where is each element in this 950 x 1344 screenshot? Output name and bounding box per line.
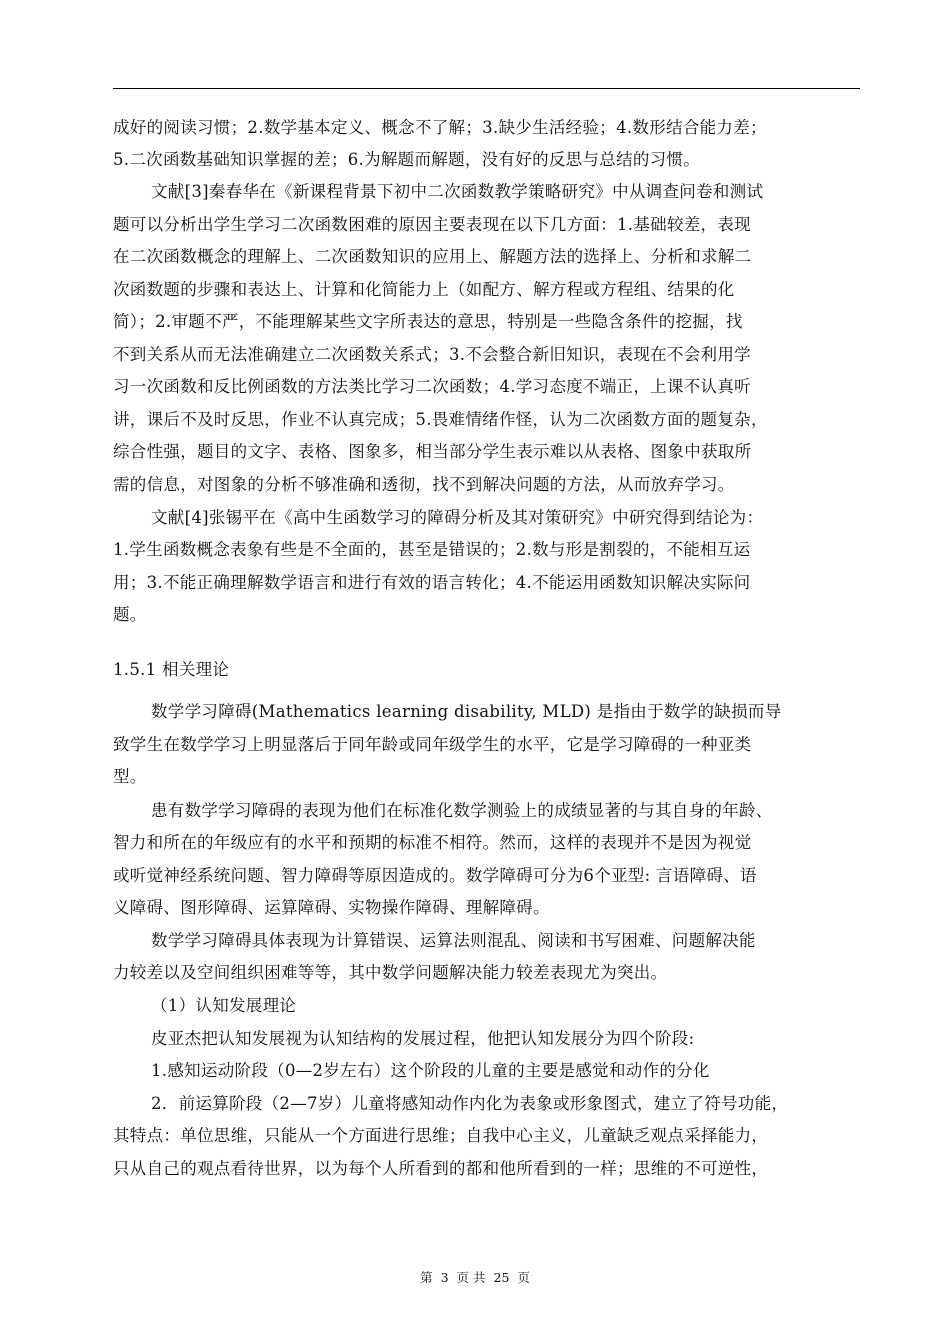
page-footer bbox=[0, 1268, 950, 1286]
footer-mid: 页 共 bbox=[456, 1270, 486, 1285]
footer-total-pages: 25 bbox=[493, 1270, 510, 1285]
text-line: 或听觉神经系统问题、智力障碍等原因造成的。数学障碍可分为6个亚型: 言语障碍、语 bbox=[113, 866, 757, 885]
footer-suffix: 页 bbox=[517, 1270, 530, 1285]
text-line: 文献[4]张锡平在《高中生函数学习的障碍分析及其对策研究》中研究得到结论为： bbox=[151, 508, 764, 527]
text-line: 义障碍、图形障碍、运算障碍、实物操作障碍、理解障碍。 bbox=[113, 898, 550, 917]
text-line: （1）认知发展理论 bbox=[151, 996, 297, 1015]
header-rule bbox=[113, 88, 860, 89]
text-line: 不到关系从而无法准确建立二次函数关系式；3.不会整合新旧知识，表现在不会利用学 bbox=[113, 345, 751, 364]
footer-page-number: 3 bbox=[440, 1270, 449, 1285]
text-line: 文献[3]秦春华在《新课程背景下初中二次函数教学策略研究》中从调查问卷和测试 bbox=[151, 182, 764, 201]
text-line: 习一次函数和反比例函数的方法类比学习二次函数；4.学习态度不端正，上课不认真听 bbox=[113, 377, 751, 396]
text-line: 2．前运算阶段（2—7岁）儿童将感知动作内化为表象或形象图式，建立了符号功能， bbox=[151, 1094, 789, 1113]
text-line: 题可以分析出学生学习二次函数困难的原因主要表现在以下几方面：1.基础较差，表现 bbox=[113, 215, 751, 234]
text-line: 1.5.1 相关理论 bbox=[113, 660, 230, 679]
text-line: 致学生在数学学习上明显落后于同年龄或同年级学生的水平，它是学习障碍的一种亚类 bbox=[113, 735, 752, 754]
text-line: 1.感知运动阶段（0—2岁左右）这个阶段的儿童的主要是感觉和动作的分化 bbox=[151, 1061, 710, 1080]
footer-prefix: 第 bbox=[420, 1270, 433, 1285]
text-line: 用；3.不能正确理解数学语言和进行有效的语言转化；4.不能运用函数知识解决实际问 bbox=[113, 573, 751, 592]
text-line: 1.学生函数概念表象有些是不全面的，甚至是错误的；2.数与形是割裂的，不能相互运 bbox=[113, 540, 751, 559]
text-line: 5.二次函数基础知识掌握的差；6.为解题而解题，没有好的反思与总结的习惯。 bbox=[113, 150, 701, 169]
text-line: 型。 bbox=[113, 767, 147, 786]
text-line: 题。 bbox=[113, 605, 147, 624]
text-line: 简）；2.审题不严，不能理解某些文字所表达的意思，特别是一些隐含条件的挖掘，找 bbox=[113, 312, 743, 331]
text-line: 力较差以及空间组织困难等等，其中数学问题解决能力较差表现尤为突出。 bbox=[113, 963, 668, 982]
text-line: 皮亚杰把认知发展视为认知结构的发展过程，他把认知发展分为四个阶段: bbox=[151, 1029, 695, 1048]
text-line: 患有数学学习障碍的表现为他们在标准化数学测验上的成绩显著的与其自身的年龄、 bbox=[151, 801, 773, 820]
text-line: 数学学习障碍具体表现为计算错误、运算法则混乱、阅读和书写困难、问题解决能 bbox=[151, 931, 756, 950]
text-line: 成好的阅读习惯；2.数学基本定义、概念不了解；3.缺少生活经验；4.数形结合能力差； bbox=[113, 118, 767, 137]
text-line: 只从自己的观点看待世界，以为每个人所看到的都和他所看到的一样；思维的不可逆性， bbox=[113, 1159, 769, 1178]
text-line: 讲，课后不及时反思，作业不认真完成；5.畏难情绪作怪，认为二次函数方面的题复杂， bbox=[113, 410, 768, 429]
text-line: 需的信息，对图象的分析不够准确和透彻，找不到解决问题的方法，从而放弃学习。 bbox=[113, 475, 735, 494]
text-line: 数学学习障碍(Mathematics learning disability, MLD) 是指由于数学的缺损而导 bbox=[151, 702, 782, 721]
text-line: 在二次函数概念的理解上、二次函数知识的应用上、解题方法的选择上、分析和求解二 bbox=[113, 247, 752, 266]
text-line: 其特点：单位思维，只能从一个方面进行思维；自我中心主义，儿童缺乏观点采择能力， bbox=[113, 1126, 769, 1145]
text-line: 次函数题的步骤和表达上、计算和化简能力上（如配方、解方程或方程组、结果的化 bbox=[113, 280, 735, 299]
text-line: 综合性强，题目的文字、表格、图象多，相当部分学生表示难以从表格、图象中获取所 bbox=[113, 442, 752, 461]
text-line: 智力和所在的年级应有的水平和预期的标准不相符。然而，这样的表现并不是因为视觉 bbox=[113, 833, 752, 852]
